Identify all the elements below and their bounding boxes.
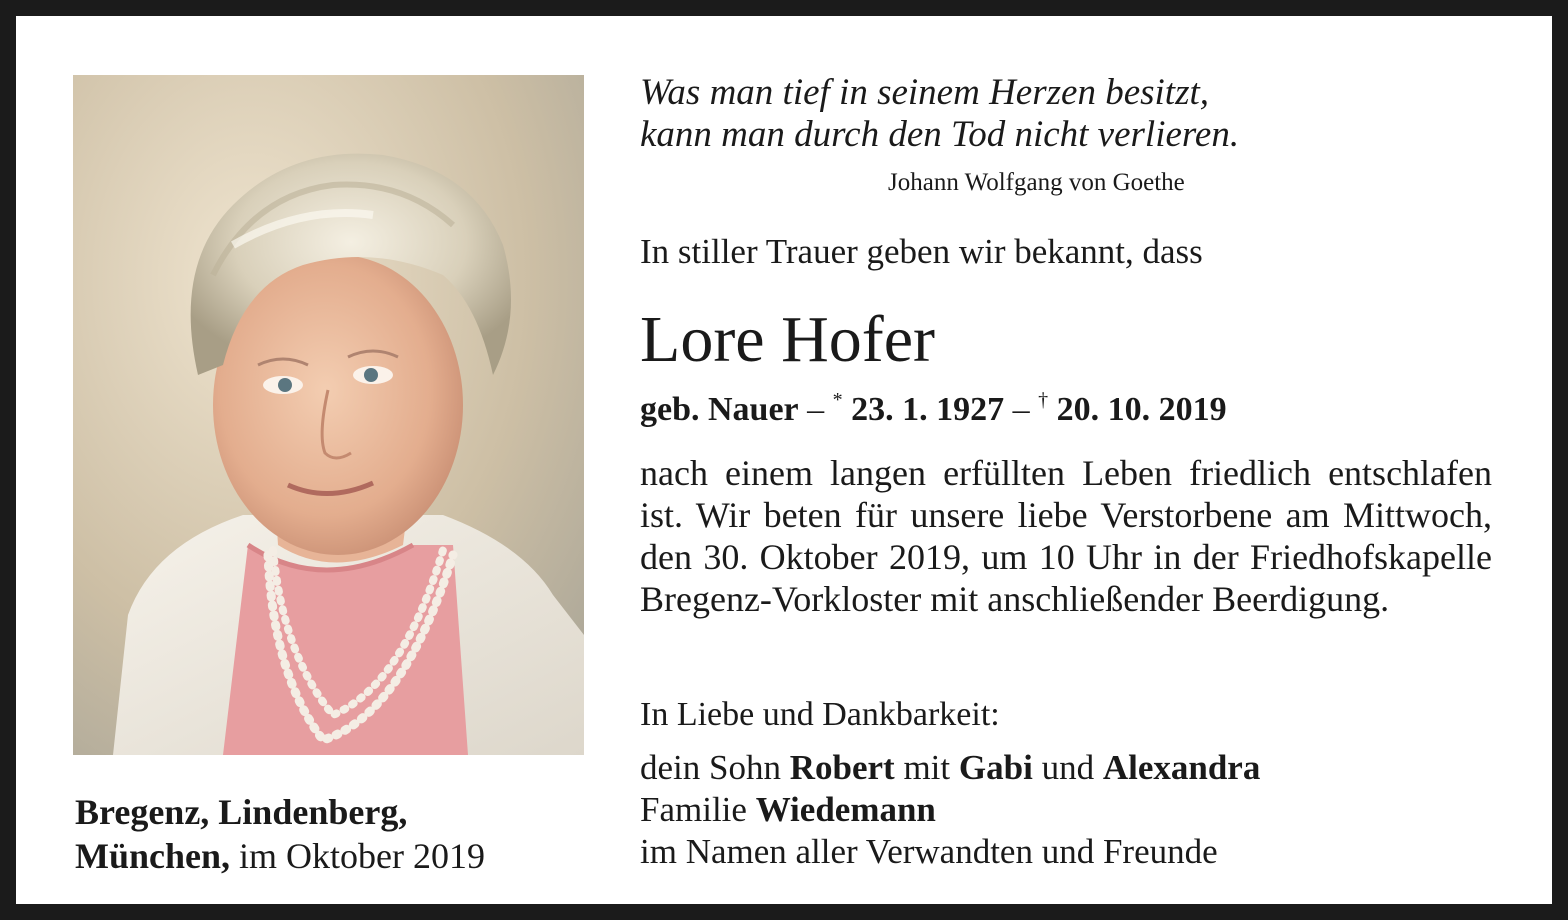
quote-author: Johann Wolfgang von Goethe — [888, 169, 1185, 196]
signer-line-2-prefix: Familie — [640, 790, 756, 829]
announcement-body: nach einem langen erfüllten Leben friedlich entschlafen ist. Wir beten für unsere liebe Verstorbene am Mittwoch, den 30. Oktober 2019, um 10 Uhr in der Friedhofskapelle Bregenz-Vorkloster mit anschließender Beerdigung. — [640, 453, 1492, 619]
signer-line-1 — [640, 747, 1492, 789]
caption-places-1: Bregenz, Lindenberg, — [75, 792, 408, 832]
signer-gabi: Gabi — [958, 748, 1033, 787]
signer-alexandra: Alexandra — [1102, 748, 1261, 787]
portrait-illustration — [73, 75, 584, 755]
caption-line-1 — [75, 790, 595, 834]
signer-line-3: im Namen aller Verwandten und Freunde — [640, 832, 1218, 871]
quote — [640, 72, 1492, 156]
caption-line-2 — [75, 834, 595, 878]
quote-line-1: Was man tief in seinem Herzen besitzt, — [640, 72, 1210, 113]
portrait-photo — [73, 75, 584, 755]
maiden-name: geb. Nauer — [640, 391, 799, 428]
life-dates — [640, 380, 1492, 430]
signer-line-1-mid: mit — [894, 748, 959, 787]
signer-line-1-and: und — [1032, 748, 1103, 787]
dates-separator-2: – — [1004, 391, 1039, 428]
signer-robert: Robert — [789, 748, 895, 787]
caption-date: im Oktober 2019 — [239, 836, 486, 876]
death-date: 20. 10. 2019 — [1056, 391, 1227, 428]
caption-places-2: München, — [75, 836, 231, 876]
birth-symbol: * — [832, 389, 843, 411]
death-symbol: † — [1038, 389, 1049, 411]
signer-wiedemann: Wiedemann — [755, 790, 936, 829]
signer-line-2 — [640, 789, 1492, 831]
place-date-caption — [75, 790, 595, 878]
signer-line-1-prefix: dein Sohn — [640, 748, 790, 787]
quote-line-2: kann man durch den Tod nicht verlieren. — [640, 114, 1240, 155]
deceased-name: Lore Hofer — [640, 303, 936, 376]
announcement-intro: In stiller Trauer geben wir bekannt, dass — [640, 232, 1203, 271]
signature-thanks: In Liebe und Dankbarkeit: — [640, 696, 1000, 733]
dates-separator-1: – — [798, 391, 833, 428]
birth-date: 23. 1. 1927 — [851, 391, 1005, 428]
signers — [640, 747, 1492, 873]
